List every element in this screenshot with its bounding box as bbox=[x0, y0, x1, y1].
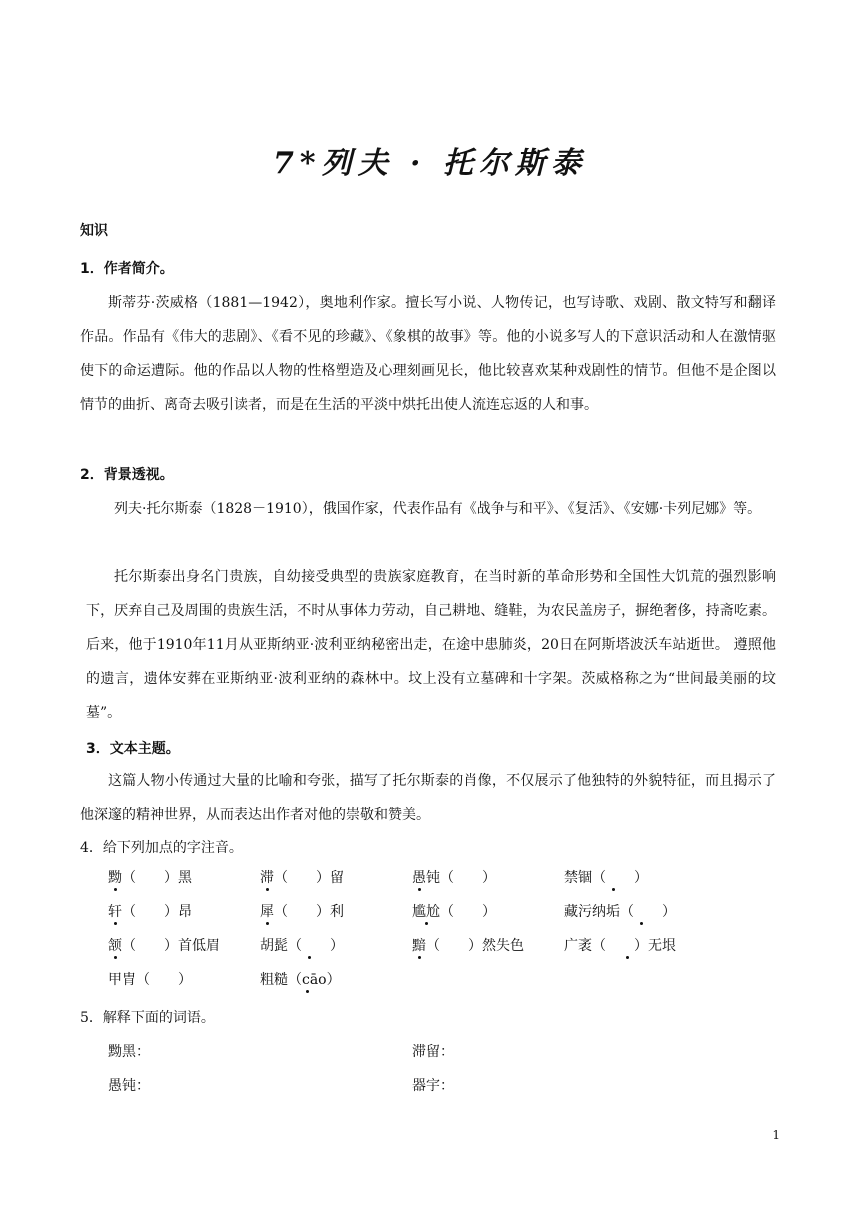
dotted-char: 锢（ ） bbox=[578, 870, 648, 886]
pinyin-item: 甲胄（ ） bbox=[108, 972, 192, 988]
pinyin-item: 尴尬（ ） bbox=[412, 904, 496, 920]
dotted-char: 黯 bbox=[412, 938, 426, 954]
vocab-item: 黝黑： bbox=[108, 1044, 150, 1060]
pinyin-item: 藏污纳垢（ ） bbox=[564, 904, 676, 920]
pinyin-item: 轩（ ）昂 bbox=[108, 904, 192, 920]
section-heading-knowledge: 知识 bbox=[80, 223, 108, 239]
q3-heading: 3．文本主题。 bbox=[86, 741, 180, 757]
pinyin-item: 愚钝（ ） bbox=[412, 870, 496, 886]
page-number: 1 bbox=[772, 1128, 780, 1142]
pinyin-item: 滞（ ）留 bbox=[260, 870, 344, 886]
q3-text: 这篇人物小传通过大量的比喻和夸张，描写了托尔斯泰的肖像，不仅展示了他独特的外貌特征，而且揭示了他深邃的精神世界，从而表达出作者对他的崇敬和赞美。 bbox=[80, 773, 776, 823]
dotted-char: 颔 bbox=[108, 938, 122, 954]
q1-heading: 1．作者简介。 bbox=[80, 261, 174, 277]
vocab-item: 器宇： bbox=[412, 1078, 454, 1094]
q1-text: 斯蒂芬·茨威格（1881—1942），奥地利作家。擅长写小说、人物传记，也写诗歌、戏剧、散文特写和翻译作品。作品有《伟大的悲剧》、《看不见的珍藏》、《象棋的故事》等。他的小说多写人的下意识活动和人在激情驱使下的命运遭际。他的作品以人物的性格塑造及心理刻画见长，他比较喜欢某种戏剧性的情节。但他不是企图以情节的曲折、离奇去吸引读者，而是在生活的平淡中烘托出使人流连忘返的人和事。 bbox=[80, 295, 776, 413]
dotted-char: 愚 bbox=[412, 870, 426, 886]
pinyin-item: 禁锢（ ） bbox=[564, 870, 648, 886]
q2-text-2: 托尔斯泰出身名门贵族，自幼接受典型的贵族家庭教育，在当时新的革命形势和全国性大饥荒的强烈影响下，厌弃自己及周围的贵族生活，不时从事体力劳动，自己耕地、缝鞋，为农民盖房子，摒绝奢侈，持斋吃素。后来，他于1910年11月从亚斯纳亚·波利亚纳秘密出走，在途中患肺炎，20日在阿斯塔波沃车站逝世。 遵照他的遗言，遗体安葬在亚斯纳亚·波利亚纳的森林中。坟上没有立墓碑和十字架。茨威格称之为“世间最美丽的坟墓”。 bbox=[86, 569, 776, 721]
q2-text-1: 列夫·托尔斯泰（1828－1910），俄国作家，代表作品有《战争与和平》、《复活》、《安娜·卡列尼娜》等。 bbox=[114, 501, 762, 517]
dotted-char: 黝 bbox=[108, 870, 122, 886]
dotted-char: 髭（ ） bbox=[274, 938, 344, 954]
vocab-item: 滞留： bbox=[412, 1044, 454, 1060]
pinyin-item: 广袤（ ）无垠 bbox=[564, 938, 676, 954]
pinyin-item: 胡髭（ ） bbox=[260, 938, 344, 954]
q5-heading: 5．解释下面的词语。 bbox=[80, 1010, 215, 1026]
page-title: 7*列夫 · 托尔斯泰 bbox=[273, 146, 587, 181]
q4-heading: 4．给下列加点的字注音。 bbox=[80, 840, 243, 856]
pinyin-item: 黝（ ）黑 bbox=[108, 870, 192, 886]
dotted-char: 袤（ ）无垠 bbox=[578, 938, 676, 954]
pinyin-item: 颔（ ）首低眉 bbox=[108, 938, 220, 954]
dotted-char: 垢（ ） bbox=[606, 904, 676, 920]
dotted-char: 轩 bbox=[108, 904, 122, 920]
dotted-char: 犀 bbox=[260, 904, 274, 920]
pinyin-item: 犀（ ）利 bbox=[260, 904, 344, 920]
dotted-char: 尴尬 bbox=[412, 904, 440, 920]
dotted-char: 糙（cāo） bbox=[274, 972, 341, 988]
pinyin-item: 粗糙（cāo） bbox=[260, 972, 341, 988]
pinyin-item: 黯（ ）然失色 bbox=[412, 938, 524, 954]
dotted-char: 滞 bbox=[260, 870, 274, 886]
vocab-item: 愚钝： bbox=[108, 1078, 150, 1094]
q2-heading: 2．背景透视。 bbox=[80, 467, 174, 483]
